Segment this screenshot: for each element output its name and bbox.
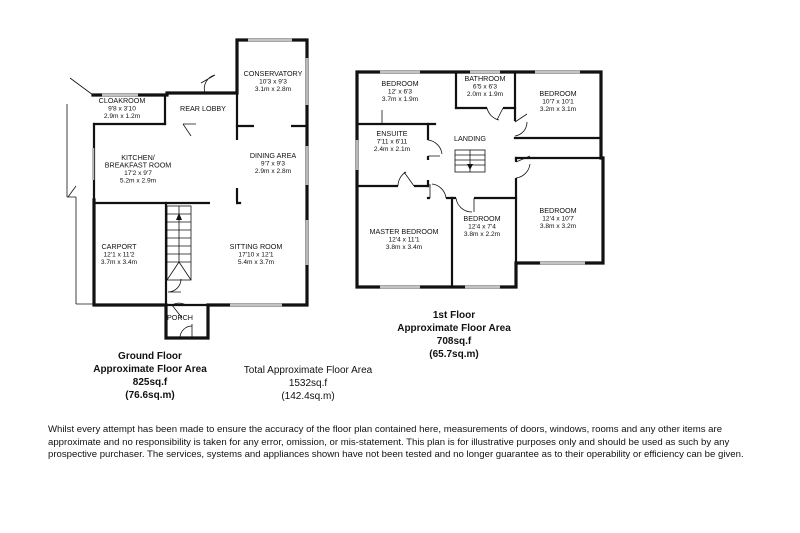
first-floor-title: 1st Floor <box>432 310 476 321</box>
first-floor-area-caption: Approximate Floor Area <box>397 323 511 334</box>
total-area-sqft: 1532sq.f <box>288 378 328 389</box>
porch-name: PORCH <box>167 313 193 322</box>
kitchen-name: KITCHEN/ <box>121 153 155 162</box>
ground-floor-area-label <box>90 350 210 402</box>
bedroom-right-name: BEDROOM <box>539 206 577 215</box>
dining-area-metric: 2.9m x 2.8m <box>254 168 292 175</box>
bedroom-top-right-metric: 3.2m x 3.1m <box>539 106 577 113</box>
bedroom-top-left-imperial: 12' x 6'3 <box>387 88 413 96</box>
conservatory-metric: 3.1m x 2.8m <box>254 86 292 93</box>
bedroom-top-left-name: BEDROOM <box>381 79 419 88</box>
bedroom-middle-metric: 3.8m x 2.2m <box>463 231 501 238</box>
side-passage-lines <box>67 78 93 197</box>
disclaimer-text: Whilst every attempt has been made to ensure the accuracy of the floor plan contained here, measurements of doors, windows, rooms and any other items are approximate and no responsibility is taken for any error, omission, or mis-statement. This plan is for illustrative purposes only and should be used as such by any prospective purchaser. The services, systems and appliances shown have not been tested and no longer guarantee as to their operability or efficiency can be given. <box>48 424 744 461</box>
kitchen-name-2: BREAKFAST ROOM <box>104 160 172 170</box>
bedroom-right-metric: 3.8m x 3.2m <box>539 223 577 230</box>
first-floor-area-sqm: (65.7sq.m) <box>429 349 479 360</box>
dining-area-name: DINING AREA <box>249 151 297 160</box>
bathroom-imperial: 6'5 x 6'3 <box>472 83 498 91</box>
kitchen-imperial: 17'2 x 9'7 <box>124 170 152 177</box>
bedroom-top-right-imperial: 10'7 x 10'1 <box>542 98 574 106</box>
total-area-caption: Total Approximate Floor Area <box>243 365 373 376</box>
ground-floor-doors <box>68 75 215 338</box>
master-bedroom-name: MASTER BEDROOM <box>369 227 439 236</box>
ensuite-imperial: 7'11 x 6'11 <box>376 138 408 146</box>
bedroom-middle-name: BEDROOM <box>463 214 501 223</box>
carport-metric: 3.7m x 3.4m <box>100 259 138 266</box>
bedroom-right-imperial: 12'4 x 10'7 <box>542 215 574 223</box>
rear-lobby-name: REAR LOBBY <box>180 104 226 113</box>
sitting-room-name: SITTING ROOM <box>229 242 283 251</box>
sitting-room-imperial: 17'10 x 12'1 <box>238 251 274 259</box>
ground-floor-area-sqft: 825sq.f <box>132 377 168 388</box>
ground-floor-staircase <box>167 206 191 280</box>
conservatory-imperial: 10'3 x 9'3 <box>259 78 287 86</box>
conservatory-name: CONSERVATORY <box>243 69 303 78</box>
dining-area-imperial: 9'7 x 9'3 <box>260 160 286 168</box>
bedroom-top-right-name: BEDROOM <box>539 89 577 98</box>
total-area-label <box>228 364 388 403</box>
landing-name: LANDING <box>454 134 486 143</box>
ground-floor-area-caption: Approximate Floor Area <box>93 364 207 375</box>
first-floor-staircase <box>455 150 485 172</box>
carport-name: CARPORT <box>101 242 137 251</box>
bathroom-name: BATHROOM <box>464 74 506 83</box>
bathroom-metric: 2.0m x 1.9m <box>466 91 504 98</box>
ensuite-name: ENSUITE <box>376 129 408 138</box>
first-floor-area-label <box>389 309 519 361</box>
master-bedroom-imperial: 12'4 x 11'1 <box>388 236 420 244</box>
cloakroom-name: CLOAKROOM <box>98 96 146 105</box>
sitting-room-metric: 5.4m x 3.7m <box>237 259 275 266</box>
bedroom-top-left-metric: 3.7m x 1.9m <box>381 96 419 103</box>
ground-floor-area-sqm: (76.6sq.m) <box>125 390 175 401</box>
kitchen-metric: 5.2m x 2.9m <box>119 177 157 185</box>
ensuite-metric: 2.4m x 2.1m <box>373 146 411 153</box>
ground-floor-title: Ground Floor <box>118 351 182 362</box>
total-area-sqm: (142.4sq.m) <box>281 391 335 402</box>
bedroom-middle-imperial: 12'4 x 7'4 <box>468 223 496 231</box>
carport-imperial: 12'1 x 11'2 <box>103 251 135 259</box>
cloakroom-imperial: 9'8 x 3'10 <box>108 105 136 113</box>
first-floor-area-sqft: 708sq.f <box>436 336 472 347</box>
master-bedroom-metric: 3.8m x 3.4m <box>385 244 423 251</box>
cloakroom-metric: 2.9m x 1.2m <box>103 113 141 120</box>
